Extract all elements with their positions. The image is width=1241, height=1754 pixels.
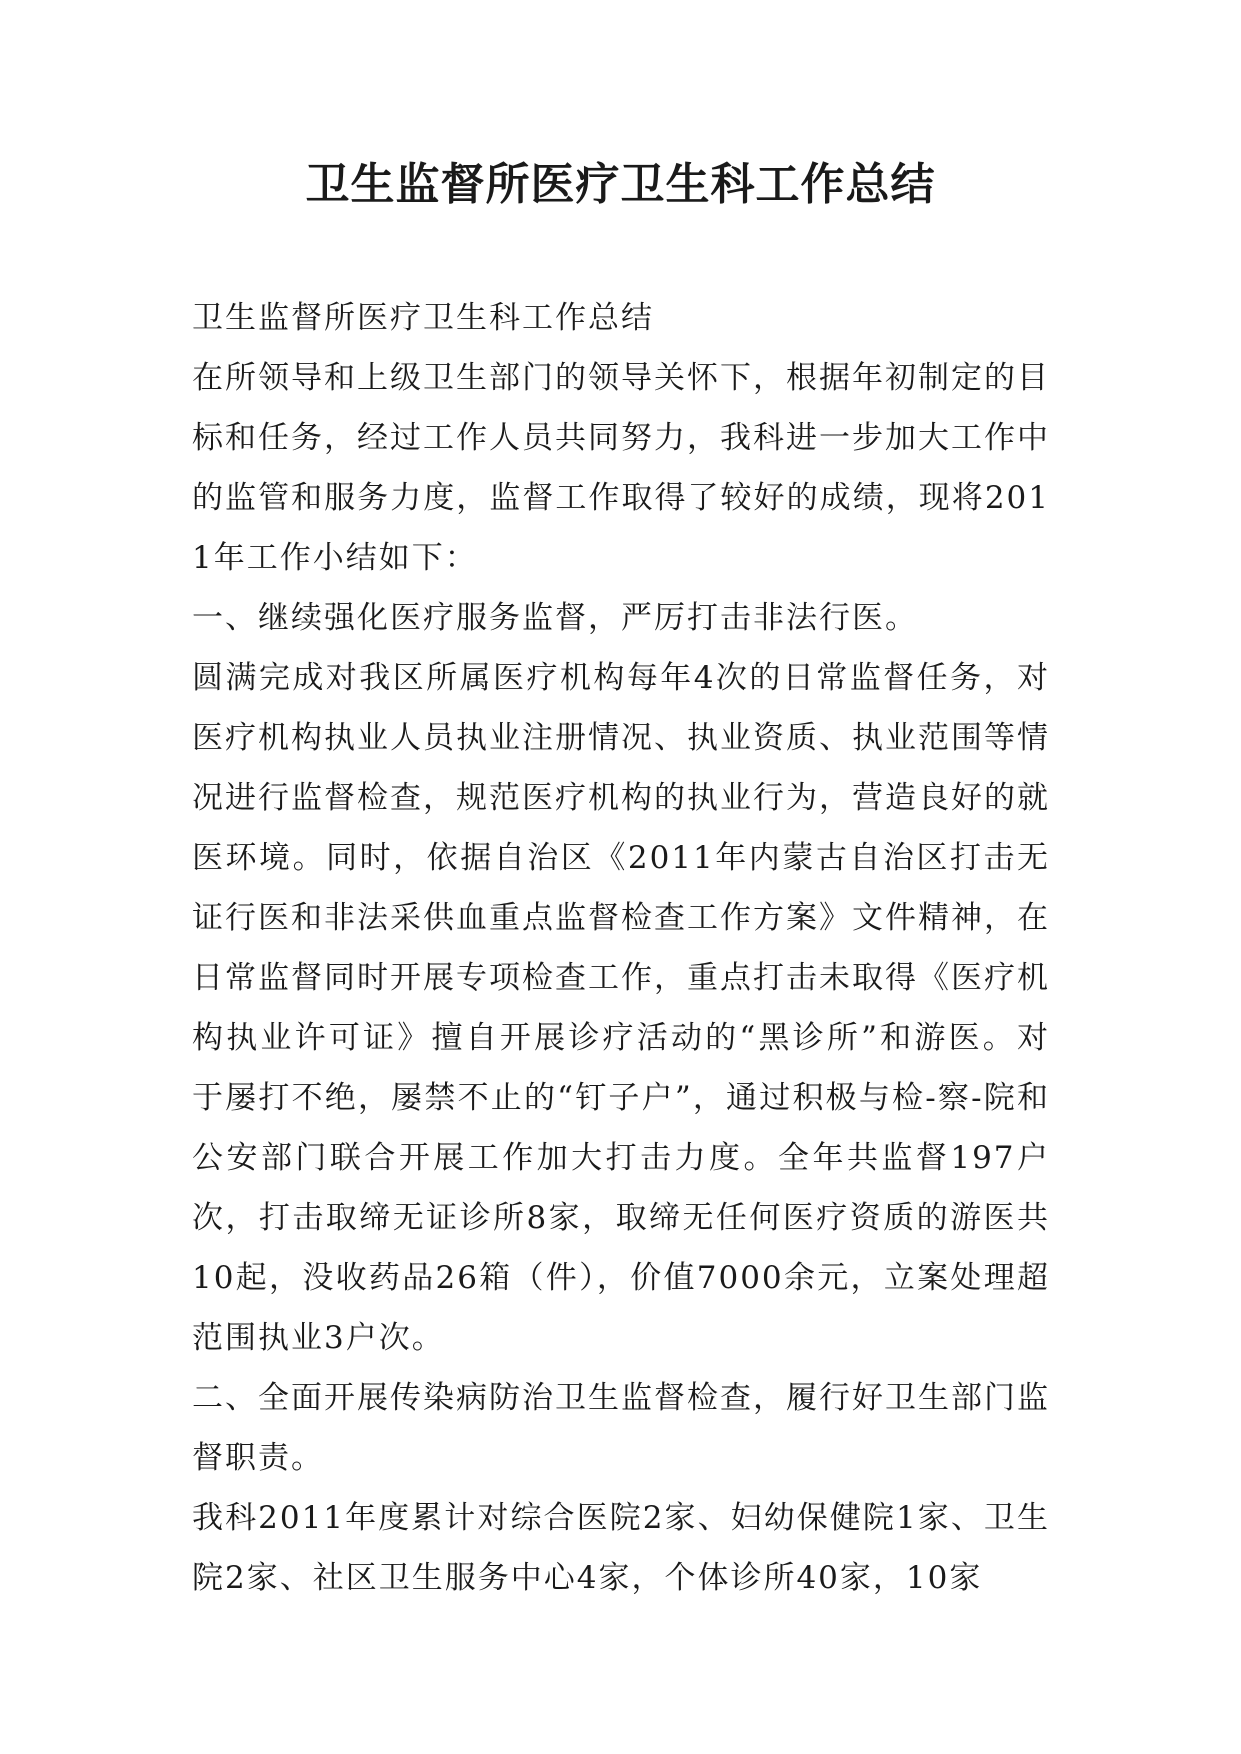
document-title: 卫生监督所医疗卫生科工作总结 [305,159,936,210]
section-1-paragraph: 圆满完成对我区所属医疗机构每年4次的日常监督任务，对医疗机构执业人员执业注册情况、执业资质、执业范围等情况进行监督检查，规范医疗机构的执业行为，营造良好的就医环境。同时，依据自治区《2011年内蒙古自治区打击无证行医和非法采供血重点监督检查工作方案》文件精神，在日常监督同时开展专项检查工作，重点打击未取得《医疗机构执业许可证》擅自开展诊疗活动的“黑诊所”和游医。对于屡打不绝，屡禁不止的“钉子户”，通过积极与检-察-院和公安部门联合开展工作加大打击力度。全年共监督197户次，打击取缔无证诊所8家，取缔无任何医疗资质的游医共10起，没收药品26箱（件），价值7000余元，立案处理超范围执业3户次。 [192,660,1050,1356]
section-2-paragraph: 我科2011年度累计对综合医院2家、妇幼保健院1家、卫生院2家、社区卫生服务中心4家，个体诊所40家，10家 [192,1500,1050,1596]
section-heading-2: 二、全面开展传染病防治卫生监督检查，履行好卫生部门监督职责。 [192,1380,1050,1476]
intro-paragraph: 在所领导和上级卫生部门的领导关怀下，根据年初制定的目标和任务，经过工作人员共同努力，我科进一步加大工作中的监管和服务力度，监督工作取得了较好的成绩，现将2011年工作小结如下： [192,360,1050,576]
document-body [192,288,1050,1608]
body-heading: 卫生监督所医疗卫生科工作总结 [192,300,654,336]
section-heading-1: 一、继续强化医疗服务监督，严厉打击非法行医。 [192,600,918,636]
